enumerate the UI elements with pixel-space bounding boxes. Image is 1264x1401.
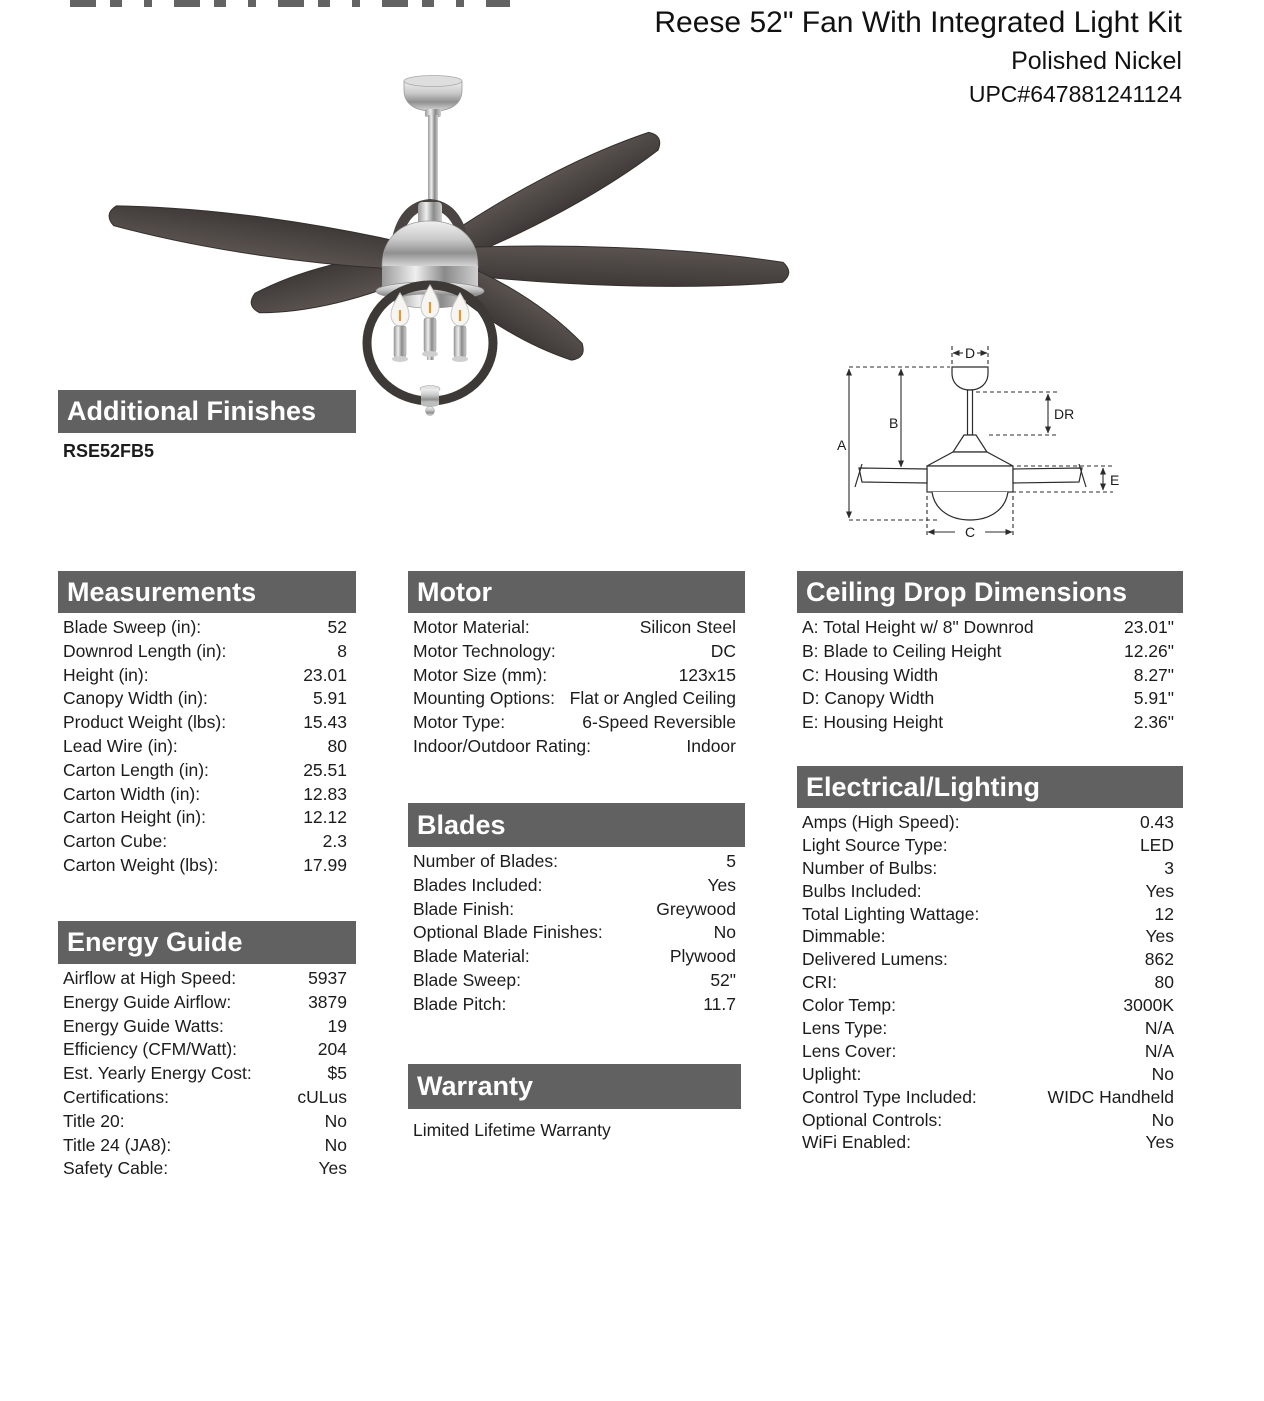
spec-value: 204 [317, 1039, 347, 1060]
spec-value: 0.43 [1139, 812, 1174, 832]
spec-row [797, 616, 1183, 640]
spec-label: Blade Sweep: [413, 969, 521, 990]
cropped-logo-strip [70, 0, 510, 7]
spec-label: Optional Blade Finishes: [413, 922, 603, 943]
section-energy-guide [58, 921, 356, 1181]
spec-row [58, 1038, 356, 1062]
section-header [797, 766, 1183, 808]
section-additional-finishes [58, 390, 356, 462]
spec-row [408, 921, 745, 945]
section-header [58, 390, 356, 433]
section-motor [408, 571, 745, 759]
spec-row [58, 967, 356, 991]
spec-row [797, 857, 1183, 880]
spec-value: 123x15 [678, 664, 736, 685]
spec-row [797, 1131, 1183, 1154]
diagram-label-a: A [837, 437, 847, 453]
section-ceiling-drop-dimensions [797, 571, 1183, 735]
spec-row [797, 1063, 1183, 1086]
spec-row [408, 850, 745, 874]
spec-row [58, 1086, 356, 1110]
spec-value: No [1151, 1109, 1174, 1130]
spec-label: Product Weight (lbs): [63, 712, 227, 733]
spec-value: 80 [327, 735, 347, 756]
diagram-label-e: E [1110, 472, 1120, 488]
spec-row [797, 994, 1183, 1017]
page-upc: UPC#647881241124 [968, 81, 1182, 108]
spec-value: 8 [337, 640, 347, 661]
spec-value: Flat or Angled Ceiling [569, 688, 736, 709]
spec-label: Uplight: [802, 1063, 862, 1084]
spec-value: 23.01 [303, 664, 347, 685]
spec-label: Motor Material: [413, 617, 530, 637]
spec-value: Greywood [656, 898, 736, 919]
section-header [408, 803, 745, 847]
spec-row [797, 687, 1183, 711]
spec-row [408, 898, 745, 922]
section-title: Additional Finishes [67, 396, 317, 426]
spec-value: 6-Speed Reversible [582, 712, 736, 733]
spec-row [408, 993, 745, 1017]
spec-row [58, 664, 356, 688]
spec-value: 12 [1154, 903, 1174, 924]
spec-value: Silicon Steel [639, 617, 736, 637]
warranty-text: Limited Lifetime Warranty [413, 1120, 611, 1140]
diagram-label-b: B [889, 415, 899, 431]
spec-row [58, 991, 356, 1015]
spec-label: Dimmable: [802, 926, 886, 947]
spec-label: Light Source Type: [802, 834, 948, 855]
section-title: Motor [417, 577, 492, 607]
spec-row [408, 640, 745, 664]
spec-value: 80 [1154, 972, 1174, 993]
spec-value: 19 [327, 1015, 347, 1036]
spec-row [58, 1110, 356, 1134]
spec-value: Indoor [686, 735, 736, 756]
diagram-label-d: D [965, 345, 976, 361]
spec-value: Plywood [669, 946, 736, 967]
spec-value: 52 [327, 617, 347, 637]
spec-value: 8.27" [1133, 664, 1174, 685]
spec-row [797, 1109, 1183, 1132]
spec-row [797, 1017, 1183, 1040]
ceiling-drop-diagram [835, 340, 1125, 565]
section-header [58, 921, 356, 964]
spec-value: 11.7 [703, 993, 736, 1014]
spec-value: Yes [1145, 1132, 1174, 1153]
section-header [58, 571, 356, 613]
spec-label: Motor Type: [413, 712, 506, 733]
spec-label: Height (in): [63, 664, 149, 685]
spec-label: Control Type Included: [802, 1086, 977, 1107]
spec-row [58, 616, 356, 640]
spec-label: B: Blade to Ceiling Height [802, 640, 1002, 661]
fan-light-kit [367, 285, 493, 416]
section-header [408, 571, 745, 613]
spec-label: Est. Yearly Energy Cost: [63, 1063, 252, 1084]
spec-value: 25.51 [303, 759, 347, 780]
spec-label: Blade Material: [413, 946, 530, 967]
spec-value: N/A [1144, 1040, 1174, 1061]
spec-value: No [713, 922, 736, 943]
spec-row [58, 1015, 356, 1039]
spec-row [797, 1086, 1183, 1109]
page-finish: Polished Nickel [1011, 46, 1182, 75]
spec-value: 52" [710, 969, 736, 990]
spec-value: 5.91" [1133, 688, 1174, 709]
spec-label: Carton Cube: [63, 831, 168, 852]
spec-label: E: Housing Height [802, 712, 944, 733]
finish-code: RSE52FB5 [63, 441, 155, 461]
spec-row [408, 735, 745, 759]
candle-bulb [421, 285, 439, 357]
section-title: Electrical/Lighting [806, 772, 1041, 802]
spec-row [58, 640, 356, 664]
spec-label: Energy Guide Watts: [63, 1015, 224, 1036]
spec-label: Carton Weight (lbs): [63, 854, 219, 875]
section-title: Blades [417, 810, 506, 840]
spec-value: 862 [1144, 949, 1174, 970]
spec-rows [408, 850, 745, 1017]
spec-rows [58, 616, 356, 878]
spec-row [58, 806, 356, 830]
product-photo-fan [55, 55, 825, 425]
spec-value: 2.36" [1133, 712, 1174, 733]
spec-row [408, 616, 745, 640]
spec-label: Amps (High Speed): [802, 812, 960, 832]
spec-row [58, 783, 356, 807]
spec-value: Yes [318, 1158, 347, 1179]
spec-value: LED [1139, 834, 1174, 855]
section-title: Ceiling Drop Dimensions [806, 577, 1128, 607]
spec-row [797, 811, 1183, 834]
diagram-label-dr: DR [1054, 406, 1075, 422]
spec-value: Yes [1145, 880, 1174, 901]
spec-value: 12.26" [1123, 640, 1174, 661]
spec-value: Yes [707, 874, 736, 895]
spec-value: 12.12 [303, 807, 347, 828]
spec-label: Carton Width (in): [63, 783, 201, 804]
spec-row [408, 945, 745, 969]
spec-value: 3000K [1123, 995, 1174, 1016]
section-warranty [408, 1064, 741, 1141]
spec-label: Downrod Length (in): [63, 640, 227, 661]
spec-label: Airflow at High Speed: [63, 968, 237, 988]
spec-label: Title 24 (JA8): [63, 1134, 172, 1155]
section-electrical-lighting [797, 766, 1183, 1154]
spec-row [797, 903, 1183, 926]
spec-label: D: Canopy Width [802, 688, 935, 709]
spec-label: Lead Wire (in): [63, 735, 178, 756]
diagram-label-c: C [965, 524, 976, 540]
spec-label: Delivered Lumens: [802, 949, 948, 970]
spec-row [797, 711, 1183, 735]
section-title: Measurements [67, 577, 257, 607]
spec-row [408, 664, 745, 688]
spec-rows [408, 616, 745, 759]
section-title: Warranty [417, 1071, 534, 1101]
spec-value: 3 [1164, 857, 1174, 878]
spec-value: cULus [297, 1086, 347, 1107]
spec-value: No [324, 1110, 347, 1131]
spec-value: 23.01" [1123, 617, 1174, 637]
spec-label: Indoor/Outdoor Rating: [413, 735, 592, 756]
spec-label: Mounting Options: [413, 688, 556, 709]
spec-label: Certifications: [63, 1086, 170, 1107]
spec-label: Motor Size (mm): [413, 664, 548, 685]
spec-row [58, 711, 356, 735]
spec-label: Motor Technology: [413, 640, 556, 661]
spec-row [408, 711, 745, 735]
spec-row [58, 1062, 356, 1086]
spec-rows [797, 811, 1183, 1154]
spec-row [58, 735, 356, 759]
spec-row [797, 1040, 1183, 1063]
spec-row [797, 948, 1183, 971]
spec-rows [797, 616, 1183, 735]
spec-row [58, 1134, 356, 1158]
spec-label: Blade Pitch: [413, 993, 507, 1014]
spec-value: WIDC Handheld [1047, 1086, 1174, 1107]
spec-label: Carton Length (in): [63, 759, 209, 780]
spec-row [797, 880, 1183, 903]
spec-row [58, 687, 356, 711]
spec-label: Blade Sweep (in): [63, 617, 202, 637]
spec-row [58, 830, 356, 854]
spec-label: CRI: [802, 972, 837, 993]
spec-value: 5.91 [312, 688, 347, 709]
spec-label: Blades Included: [413, 874, 543, 895]
spec-row [408, 969, 745, 993]
spec-label: Number of Blades: [413, 851, 558, 871]
spec-label: Canopy Width (in): [63, 688, 208, 709]
spec-label: WiFi Enabled: [802, 1132, 911, 1153]
spec-label: A: Total Height w/ 8" Downrod [802, 617, 1034, 637]
spec-label: Blade Finish: [413, 898, 515, 919]
spec-value: 5937 [308, 968, 347, 988]
section-measurements [58, 571, 356, 878]
spec-row [408, 687, 745, 711]
spec-row [797, 664, 1183, 688]
spec-label: Number of Bulbs: [802, 857, 938, 878]
section-title: Energy Guide [67, 927, 243, 957]
section-blades [408, 803, 745, 1017]
spec-value: DC [710, 640, 736, 661]
spec-row [797, 971, 1183, 994]
spec-row [58, 1157, 356, 1181]
spec-value: No [1151, 1063, 1174, 1084]
spec-label: Lens Cover: [802, 1040, 897, 1061]
spec-label: Carton Height (in): [63, 807, 206, 828]
spec-label: Safety Cable: [63, 1158, 169, 1179]
spec-value: $5 [327, 1063, 347, 1084]
spec-row [797, 925, 1183, 948]
spec-row [408, 874, 745, 898]
spec-value: 3879 [308, 991, 347, 1012]
spec-row [797, 834, 1183, 857]
spec-label: Color Temp: [802, 995, 897, 1016]
spec-value: 5 [726, 851, 736, 871]
section-header [797, 571, 1183, 613]
section-header [408, 1064, 741, 1109]
page-title: Reese 52" Fan With Integrated Light Kit [654, 6, 1182, 39]
spec-value: Yes [1145, 926, 1174, 947]
spec-label: Total Lighting Wattage: [802, 903, 980, 924]
spec-row [58, 759, 356, 783]
spec-value: No [324, 1134, 347, 1155]
spec-label: C: Housing Width [802, 664, 939, 685]
spec-label: Lens Type: [802, 1018, 888, 1039]
spec-value: N/A [1144, 1018, 1174, 1039]
spec-label: Efficiency (CFM/Watt): [63, 1039, 238, 1060]
spec-row [58, 854, 356, 878]
spec-label: Energy Guide Airflow: [63, 991, 232, 1012]
spec-value: 2.3 [322, 831, 347, 852]
spec-value: 15.43 [303, 712, 347, 733]
spec-value: 12.83 [303, 783, 347, 804]
spec-rows [58, 967, 356, 1181]
spec-label: Title 20: [63, 1110, 125, 1131]
spec-row [797, 640, 1183, 664]
spec-label: Optional Controls: [802, 1109, 943, 1130]
spec-value: 17.99 [303, 854, 347, 875]
spec-label: Bulbs Included: [802, 880, 922, 901]
